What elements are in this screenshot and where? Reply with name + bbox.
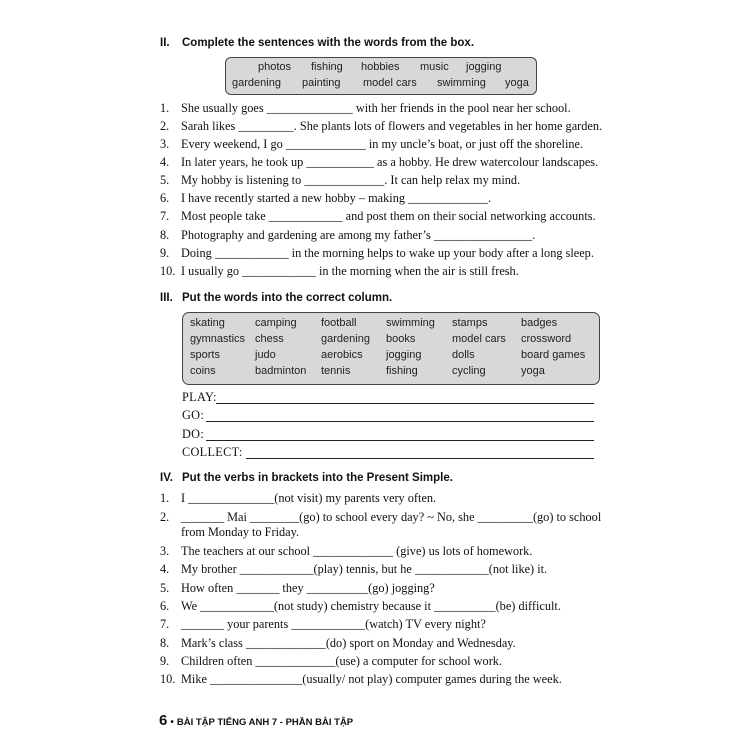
box-word: crossword xyxy=(521,333,572,345)
box-word: cycling xyxy=(452,365,486,377)
box-word: badminton xyxy=(255,365,307,377)
exercise-4-item: 9. Children often _____________(use) a computer for school work. xyxy=(160,654,503,668)
exercise-2-item: 3. Every weekend, I go _____________ in my uncle’s boat, or just off the shoreline. xyxy=(160,137,584,151)
exercise-2-item: 6. I have recently started a new hobby – making _____________. xyxy=(160,191,492,205)
box-word: coins xyxy=(190,365,216,377)
section-2-number: II. xyxy=(160,37,170,49)
section-3-number: III. xyxy=(160,292,173,304)
section-4-heading xyxy=(160,472,453,484)
exercise-2-item: 8. Photography and gardening are among my father’s ________________. xyxy=(160,228,536,242)
answer-line[interactable] xyxy=(206,421,594,422)
box-word: gardening xyxy=(321,333,370,345)
exercise-4-item: 6. We ____________(not study) chemistry because it __________(be) difficult. xyxy=(160,599,561,613)
box-word: fishing xyxy=(311,61,343,73)
answer-line[interactable] xyxy=(206,440,594,441)
box-word: chess xyxy=(255,333,284,345)
section-4-number: IV. xyxy=(160,472,174,484)
exercise-4-item: 1. I ______________(not visit) my parents very often. xyxy=(160,491,437,505)
box-word: gymnastics xyxy=(190,333,246,345)
box-word: painting xyxy=(302,77,341,89)
exercise-4-item: 4. My brother ____________(play) tennis, but he ____________(not like) it. xyxy=(160,562,548,576)
box-word: skating xyxy=(190,317,225,329)
box-word: hobbies xyxy=(361,61,400,73)
exercise-2-item: 10. I usually go ____________ in the morning when the air is still fresh. xyxy=(160,264,519,278)
section-2-instruction: Complete the sentences with the words from the box. xyxy=(182,37,475,49)
box-word: yoga xyxy=(505,77,529,89)
exercise-2-item: 9. Doing ____________ in the morning helps to wake up your body after a long sleep. xyxy=(160,246,594,260)
exercise-2-item: 5. My hobby is listening to _____________. It can help relax my mind. xyxy=(160,173,521,187)
box-word: gardening xyxy=(232,77,281,89)
box-word: jogging xyxy=(386,349,422,361)
box-word: yoga xyxy=(521,365,545,377)
box-word: photos xyxy=(258,61,292,73)
section-2-word-box xyxy=(225,57,537,95)
exercise-4-item: 8. Mark’s class _____________(do) sport on Monday and Wednesday. xyxy=(160,636,516,650)
box-word: swimming xyxy=(437,77,486,89)
column-collect: COLLECT: xyxy=(182,445,243,460)
box-word: jogging xyxy=(466,61,502,73)
section-3-word-box xyxy=(182,312,600,385)
page-footer xyxy=(159,712,353,730)
exercise-4-item: 3. The teachers at our school _____________ (give) us lots of homework. xyxy=(160,544,533,558)
exercise-4-item: 2. _______ Mai ________(go) to school every day? ~ No, she _________(go) to school xyxy=(160,510,602,524)
box-word: books xyxy=(386,333,416,345)
column-go: GO: xyxy=(182,408,204,423)
box-word: sports xyxy=(190,349,220,361)
exercise-4-item: 5. How often _______ they __________(go) jogging? xyxy=(160,581,435,595)
exercise-2-item: 1. She usually goes ______________ with her friends in the pool near her school. xyxy=(160,101,571,115)
answer-line[interactable] xyxy=(246,458,594,459)
box-word: camping xyxy=(255,317,297,329)
box-word: judo xyxy=(255,349,276,361)
box-word: board games xyxy=(521,349,586,361)
exercise-2-item: 7. Most people take ____________ and post them on their social networking accounts. xyxy=(160,209,596,223)
exercise-2-item: 2. Sarah likes _________. She plants lots of flowers and vegetables in her home garden. xyxy=(160,119,603,133)
section-2-heading xyxy=(160,37,474,49)
box-word: badges xyxy=(521,317,558,329)
section-3-heading xyxy=(160,292,392,304)
box-word: model cars xyxy=(363,77,417,89)
exercise-4-item-continuation: from Monday to Friday. xyxy=(181,525,300,539)
book-title: BÀI TẬP TIẾNG ANH 7 - PHẦN BÀI TẬP xyxy=(176,717,354,728)
box-word: fishing xyxy=(386,365,418,377)
box-word: football xyxy=(321,317,357,329)
answer-line[interactable] xyxy=(216,403,594,404)
box-word: model cars xyxy=(452,333,506,345)
column-do: DO: xyxy=(182,427,204,442)
column-play: PLAY: xyxy=(182,390,217,405)
box-word: music xyxy=(420,61,449,73)
box-word: tennis xyxy=(321,365,351,377)
section-3-instruction: Put the words into the correct column. xyxy=(182,292,393,304)
box-word: stamps xyxy=(452,317,488,329)
exercise-4-item: 7. _______ your parents ____________(watch) TV every night? xyxy=(160,617,486,631)
exercise-2-item: 4. In later years, he took up ___________ as a hobby. He drew watercolour landscapes. xyxy=(160,155,599,169)
box-word: swimming xyxy=(386,317,435,329)
page-number: 6 xyxy=(159,712,168,729)
box-word: aerobics xyxy=(321,349,363,361)
section-4-instruction: Put the verbs in brackets into the Present Simple. xyxy=(182,472,453,484)
footer-separator: • xyxy=(170,717,174,728)
exercise-4-item: 10. Mike _______________(usually/ not play) computer games during the week. xyxy=(160,672,562,686)
box-word: dolls xyxy=(452,349,475,361)
